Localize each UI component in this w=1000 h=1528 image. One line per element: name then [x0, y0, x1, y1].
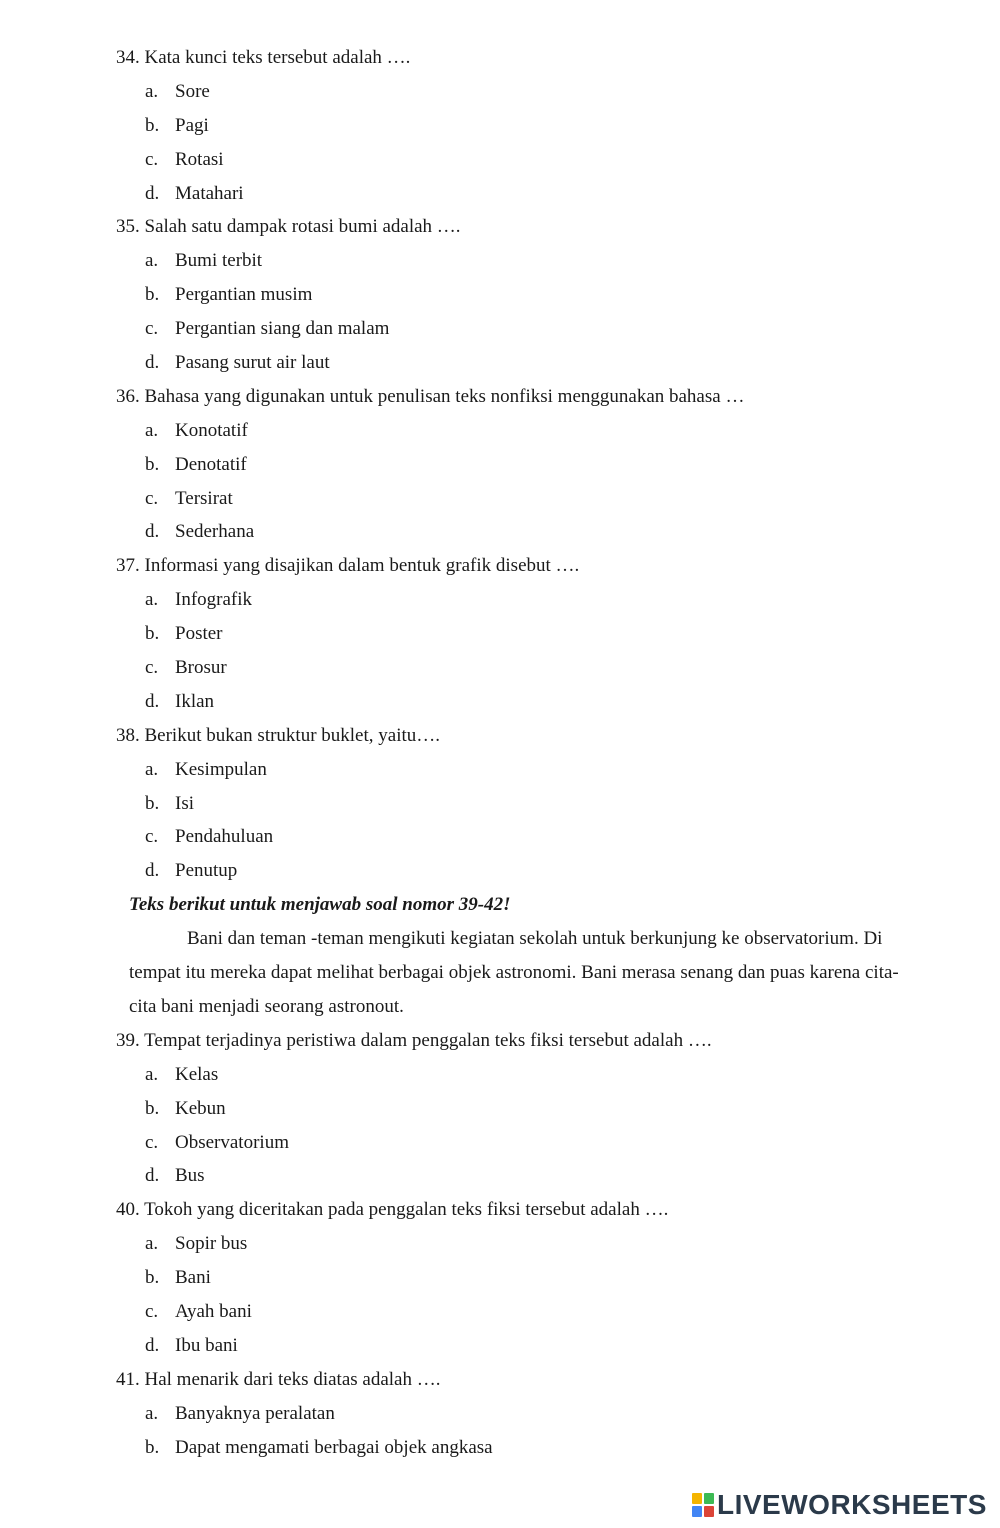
option-37a[interactable] — [0, 583, 1000, 617]
passage-line: cita bani menjadi seorang astronout. — [129, 995, 404, 1017]
question-38: 38. Berikut bukan struktur buklet, yaitu…. — [116, 724, 441, 746]
option-text: Matahari — [175, 182, 244, 204]
passage-heading: Teks berikut untuk menjawab soal nomor 39-42! — [129, 894, 511, 916]
option-letter: b. — [145, 1267, 160, 1289]
option-letter: d. — [145, 1334, 160, 1356]
option-letter: a. — [145, 250, 159, 272]
option-36a[interactable] — [0, 414, 1000, 448]
option-text: Iklan — [175, 690, 215, 712]
option-letter: d. — [145, 521, 160, 543]
option-36b[interactable] — [0, 448, 1000, 482]
option-text: Sore — [175, 80, 210, 102]
option-text: Pergantian musim — [175, 284, 313, 306]
option-35a[interactable] — [0, 244, 1000, 278]
option-38d[interactable] — [0, 854, 1000, 888]
option-letter: d. — [145, 1165, 160, 1187]
question-41: 41. Hal menarik dari teks diatas adalah …. — [116, 1368, 441, 1390]
option-letter: d. — [145, 690, 160, 712]
option-text: Penutup — [175, 860, 238, 882]
option-letter: c. — [145, 487, 159, 509]
option-text: Kelas — [175, 1063, 219, 1085]
option-letter: c. — [145, 318, 159, 340]
option-37c[interactable] — [0, 651, 1000, 685]
option-letter: a. — [145, 1402, 159, 1424]
passage-line: Bani dan teman -teman mengikuti kegiatan sekolah untuk berkunjung ke observatorium. Di — [187, 928, 883, 950]
option-letter: b. — [145, 1097, 160, 1119]
option-text: Poster — [175, 623, 223, 645]
option-letter: b. — [145, 284, 160, 306]
question-37: 37. Informasi yang disajikan dalam bentuk grafik disebut …. — [116, 555, 580, 577]
option-text: Pergantian siang dan malam — [175, 318, 390, 340]
liveworksheets-logo — [692, 1485, 987, 1525]
option-34a[interactable] — [0, 75, 1000, 109]
option-35d[interactable] — [0, 346, 1000, 380]
worksheet-page — [0, 41, 1000, 1464]
option-41b[interactable] — [0, 1431, 1000, 1465]
liveworksheets-logo-icon — [692, 1493, 714, 1517]
question-40: 40. Tokoh yang diceritakan pada penggalan teks fiksi tersebut adalah …. — [116, 1199, 669, 1221]
option-letter: a. — [145, 1063, 159, 1085]
option-38a[interactable] — [0, 753, 1000, 787]
option-letter: c. — [145, 657, 159, 679]
option-text: Isi — [175, 792, 194, 814]
option-text: Sopir bus — [175, 1233, 248, 1255]
option-39c[interactable] — [0, 1126, 1000, 1160]
logo-square-2 — [704, 1493, 714, 1504]
option-text: Pasang surut air laut — [175, 352, 330, 374]
option-39b[interactable] — [0, 1092, 1000, 1126]
option-35b[interactable] — [0, 278, 1000, 312]
option-text: Sederhana — [175, 521, 255, 543]
question-36: 36. Bahasa yang digunakan untuk penulisan teks nonfiksi menggunakan bahasa … — [116, 385, 745, 407]
option-41a[interactable] — [0, 1397, 1000, 1431]
option-40b[interactable] — [0, 1261, 1000, 1295]
option-40c[interactable] — [0, 1295, 1000, 1329]
option-letter: b. — [145, 114, 160, 136]
option-text: Konotatif — [175, 419, 248, 441]
question-39: 39. Tempat terjadinya peristiwa dalam penggalan teks fiksi tersebut adalah …. — [116, 1029, 712, 1051]
option-34b[interactable] — [0, 109, 1000, 143]
option-letter: c. — [145, 1131, 159, 1153]
option-text: Pagi — [175, 114, 209, 136]
option-text: Bumi terbit — [175, 250, 263, 272]
passage-line: tempat itu mereka dapat melihat berbagai objek astronomi. Bani merasa senang dan puas karena cita- — [129, 962, 899, 984]
logo-square-3 — [692, 1506, 702, 1517]
question-35: 35. Salah satu dampak rotasi bumi adalah …. — [116, 216, 461, 238]
option-37d[interactable] — [0, 685, 1000, 719]
option-text: Banyaknya peralatan — [175, 1402, 335, 1424]
option-letter: a. — [145, 419, 159, 441]
option-letter: b. — [145, 623, 160, 645]
option-text: Tersirat — [175, 487, 233, 509]
option-36d[interactable] — [0, 515, 1000, 549]
logo-square-4 — [704, 1506, 714, 1517]
option-39a[interactable] — [0, 1058, 1000, 1092]
question-34: 34. Kata kunci teks tersebut adalah …. — [116, 47, 411, 68]
option-text: Bus — [175, 1165, 205, 1187]
option-35c[interactable] — [0, 312, 1000, 346]
option-text: Pendahuluan — [175, 826, 274, 848]
option-text: Infografik — [175, 589, 253, 611]
option-letter: a. — [145, 758, 159, 780]
option-34c[interactable] — [0, 143, 1000, 177]
option-text: Brosur — [175, 657, 227, 679]
option-text: Rotasi — [175, 148, 224, 170]
option-text: Kesimpulan — [175, 758, 267, 780]
option-letter: d. — [145, 182, 160, 204]
option-letter: d. — [145, 352, 160, 374]
option-letter: c. — [145, 826, 159, 848]
option-letter: c. — [145, 1300, 159, 1322]
option-38c[interactable] — [0, 820, 1000, 854]
option-text: Ibu bani — [175, 1334, 238, 1356]
option-letter: a. — [145, 80, 159, 102]
option-38b[interactable] — [0, 787, 1000, 821]
option-letter: c. — [145, 148, 159, 170]
option-39d[interactable] — [0, 1159, 1000, 1193]
option-40a[interactable] — [0, 1227, 1000, 1261]
option-letter: a. — [145, 589, 159, 611]
option-text: Ayah bani — [175, 1300, 252, 1322]
option-letter: b. — [145, 792, 160, 814]
option-letter: b. — [145, 453, 160, 475]
option-text: Observatorium — [175, 1131, 289, 1153]
option-34d[interactable] — [0, 177, 1000, 211]
logo-text: LIVEWORKSHEETS — [717, 1489, 987, 1520]
option-letter: d. — [145, 860, 160, 882]
option-text: Kebun — [175, 1097, 226, 1119]
option-40d[interactable] — [0, 1329, 1000, 1363]
option-letter: b. — [145, 1436, 160, 1458]
option-text: Denotatif — [175, 453, 247, 475]
option-text: Dapat mengamati berbagai objek angkasa — [175, 1436, 493, 1458]
logo-square-1 — [692, 1493, 702, 1504]
option-text: Bani — [175, 1267, 211, 1289]
option-letter: a. — [145, 1233, 159, 1255]
option-36c[interactable] — [0, 482, 1000, 516]
option-37b[interactable] — [0, 617, 1000, 651]
